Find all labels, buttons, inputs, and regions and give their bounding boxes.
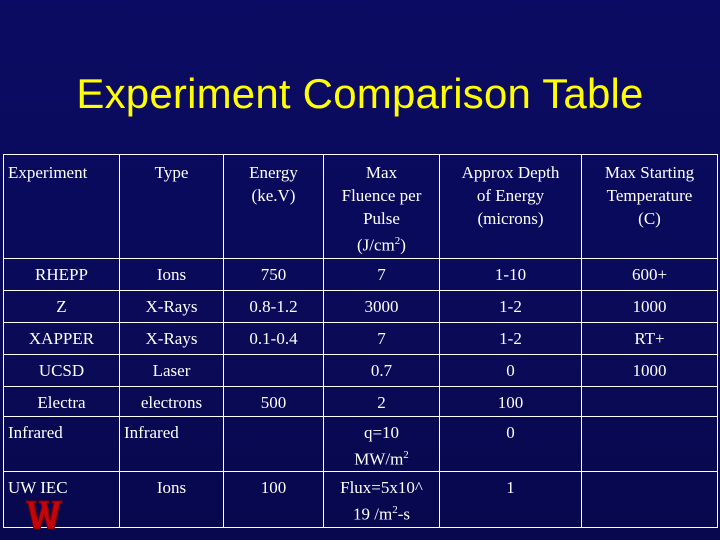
cell-fluence-unit: MW/m [354,449,404,469]
logo-w-shape [26,501,62,529]
uw-motion-w-logo-icon [24,497,64,533]
cell-temperature: RT+ [582,323,718,355]
header-depth [440,155,582,259]
table-row [4,472,718,528]
cell-experiment: UCSD [4,355,120,387]
cell-experiment: Infrared [4,417,120,472]
table-row [4,355,718,387]
cell-experiment: Electra [4,387,120,417]
cell-fluence-line1: Flux=5x10^ [340,478,423,497]
table-row [4,417,718,472]
cell-fluence: 7 [324,323,440,355]
cell-type: electrons [120,387,224,417]
cell-temperature: 600+ [582,259,718,291]
cell-depth: 1-2 [440,323,582,355]
header-experiment: Experiment [4,155,120,259]
cell-fluence: 7 [324,259,440,291]
header-fluence-line1: Max [365,163,398,182]
header-temp-line2: Temperature [606,186,693,205]
cell-temperature: 1000 [582,355,718,387]
cell-fluence [324,417,440,472]
page-title: Experiment Comparison Table [76,70,644,117]
cell-fluence-unit: 19 /m [353,504,393,524]
header-temperature [582,155,718,259]
table-row [4,291,718,323]
cell-energy [224,417,324,472]
cell-energy [224,355,324,387]
table-row [4,323,718,355]
cell-temperature [582,387,718,417]
cell-fluence: 2 [324,387,440,417]
cell-fluence-exponent: 2 [392,504,398,516]
header-fluence [324,155,440,259]
comparison-table [3,154,718,528]
cell-fluence [324,472,440,528]
table-header-row [4,155,718,259]
cell-experiment: XAPPER [4,323,120,355]
cell-energy: 500 [224,387,324,417]
cell-temperature: 1000 [582,291,718,323]
cell-depth: 1 [440,472,582,528]
header-temp-line3: (C) [638,209,661,228]
cell-fluence-line1: q=10 [363,423,400,442]
header-type: Type [120,155,224,259]
cell-type: Ions [120,472,224,528]
cell-energy: 100 [224,472,324,528]
header-fluence-line2: Fluence per [341,186,422,205]
cell-temperature [582,417,718,472]
header-fluence-unit: (J/cm [357,235,395,255]
cell-fluence-exponent: 2 [403,449,409,461]
cell-type: Ions [120,259,224,291]
header-fluence-close: ) [400,235,406,255]
header-energy [224,155,324,259]
header-fluence-line3: Pulse [363,209,400,228]
cell-type: X-Rays [120,291,224,323]
header-fluence-line4 [326,230,437,257]
cell-depth: 100 [440,387,582,417]
table-row [4,387,718,417]
cell-experiment: Z [4,291,120,323]
cell-energy: 750 [224,259,324,291]
table-row [4,259,718,291]
cell-fluence: 0.7 [324,355,440,387]
cell-fluence-line2 [326,499,437,526]
cell-type: X-Rays [120,323,224,355]
cell-experiment: UW IEC [4,472,120,528]
cell-fluence-line2 [326,444,437,471]
header-depth-line2: of Energy [476,186,545,205]
cell-energy: 0.1-0.4 [224,323,324,355]
cell-depth: 0 [440,355,582,387]
header-fluence-exponent: 2 [394,235,401,247]
header-energy-line1: Energy [249,163,298,182]
header-temp-line1: Max Starting [604,163,695,182]
cell-fluence: 3000 [324,291,440,323]
header-energy-line2: (ke.V) [251,186,296,205]
header-depth-line1: Approx Depth [461,163,560,182]
cell-depth: 1-10 [440,259,582,291]
cell-fluence-suffix: -s [397,504,410,524]
cell-type: Infrared [120,417,224,472]
cell-depth: 0 [440,417,582,472]
cell-depth: 1-2 [440,291,582,323]
cell-energy: 0.8-1.2 [224,291,324,323]
header-depth-line3: (microns) [477,209,544,228]
cell-temperature [582,472,718,528]
cell-type: Laser [120,355,224,387]
cell-experiment: RHEPP [4,259,120,291]
